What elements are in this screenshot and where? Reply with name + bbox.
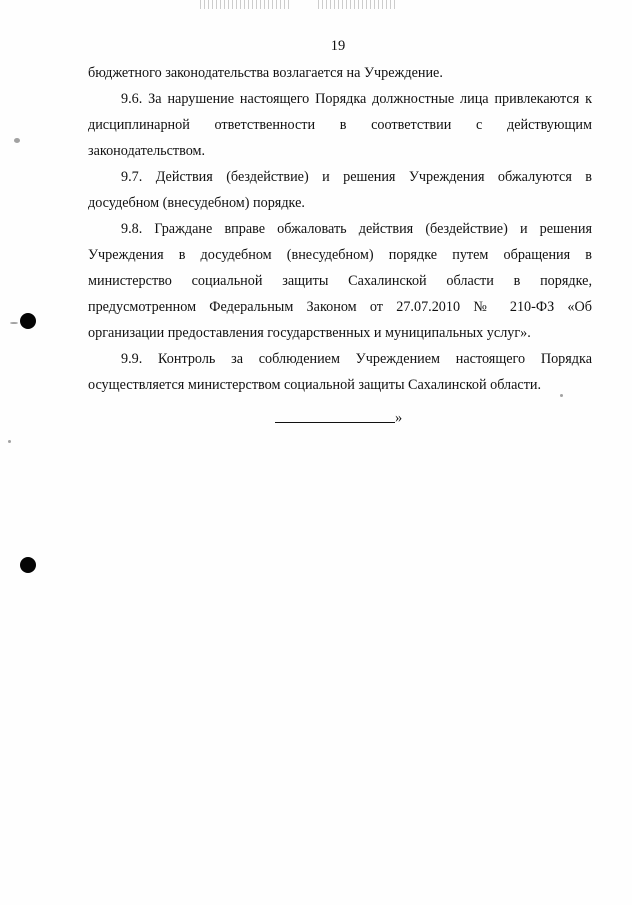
scan-speck: [14, 138, 20, 143]
punch-hole: [20, 557, 36, 573]
paragraph-9-7: 9.7. Действия (бездействие) и решения Учреждения обжалуются в досудебном (внесудебном) порядке.: [88, 169, 592, 211]
document-body: [88, 60, 592, 398]
scan-speck: [8, 440, 11, 443]
paragraph-9-8: 9.8. Граждане вправе обжаловать действия (бездействие) и решения Учреждения в досудебном (внесудебном) порядке путем обращения в министерство социальной защиты Сахалинской области в порядке, предусмотренном Федеральным Законом от 27.07.2010 № 210-ФЗ «Об организации предоставления государственных и муниципальных услуг».: [88, 221, 592, 341]
punch-hole: [20, 313, 36, 329]
page-number: 19: [330, 38, 346, 54]
paragraph-9-6: 9.6. За нарушение настоящего Порядка должностные лица привлекаются к дисциплинарной ответственности в соответствии с действующим законодательством.: [88, 91, 592, 159]
scan-artifact: [200, 0, 290, 9]
paragraph-9-9: 9.9. Контроль за соблюдением Учреждением настоящего Порядка осуществляется министерством социальной защиты Сахалинской области.: [88, 351, 592, 393]
paragraph-continuation: бюджетного законодательства возлагается на Учреждение.: [88, 65, 443, 81]
closing-line: [275, 410, 402, 427]
scan-speck: [560, 394, 563, 397]
signature-rule: [275, 422, 395, 423]
scan-artifact: [318, 0, 398, 9]
closing-quote: »: [395, 410, 403, 426]
scan-speck: [10, 322, 18, 324]
